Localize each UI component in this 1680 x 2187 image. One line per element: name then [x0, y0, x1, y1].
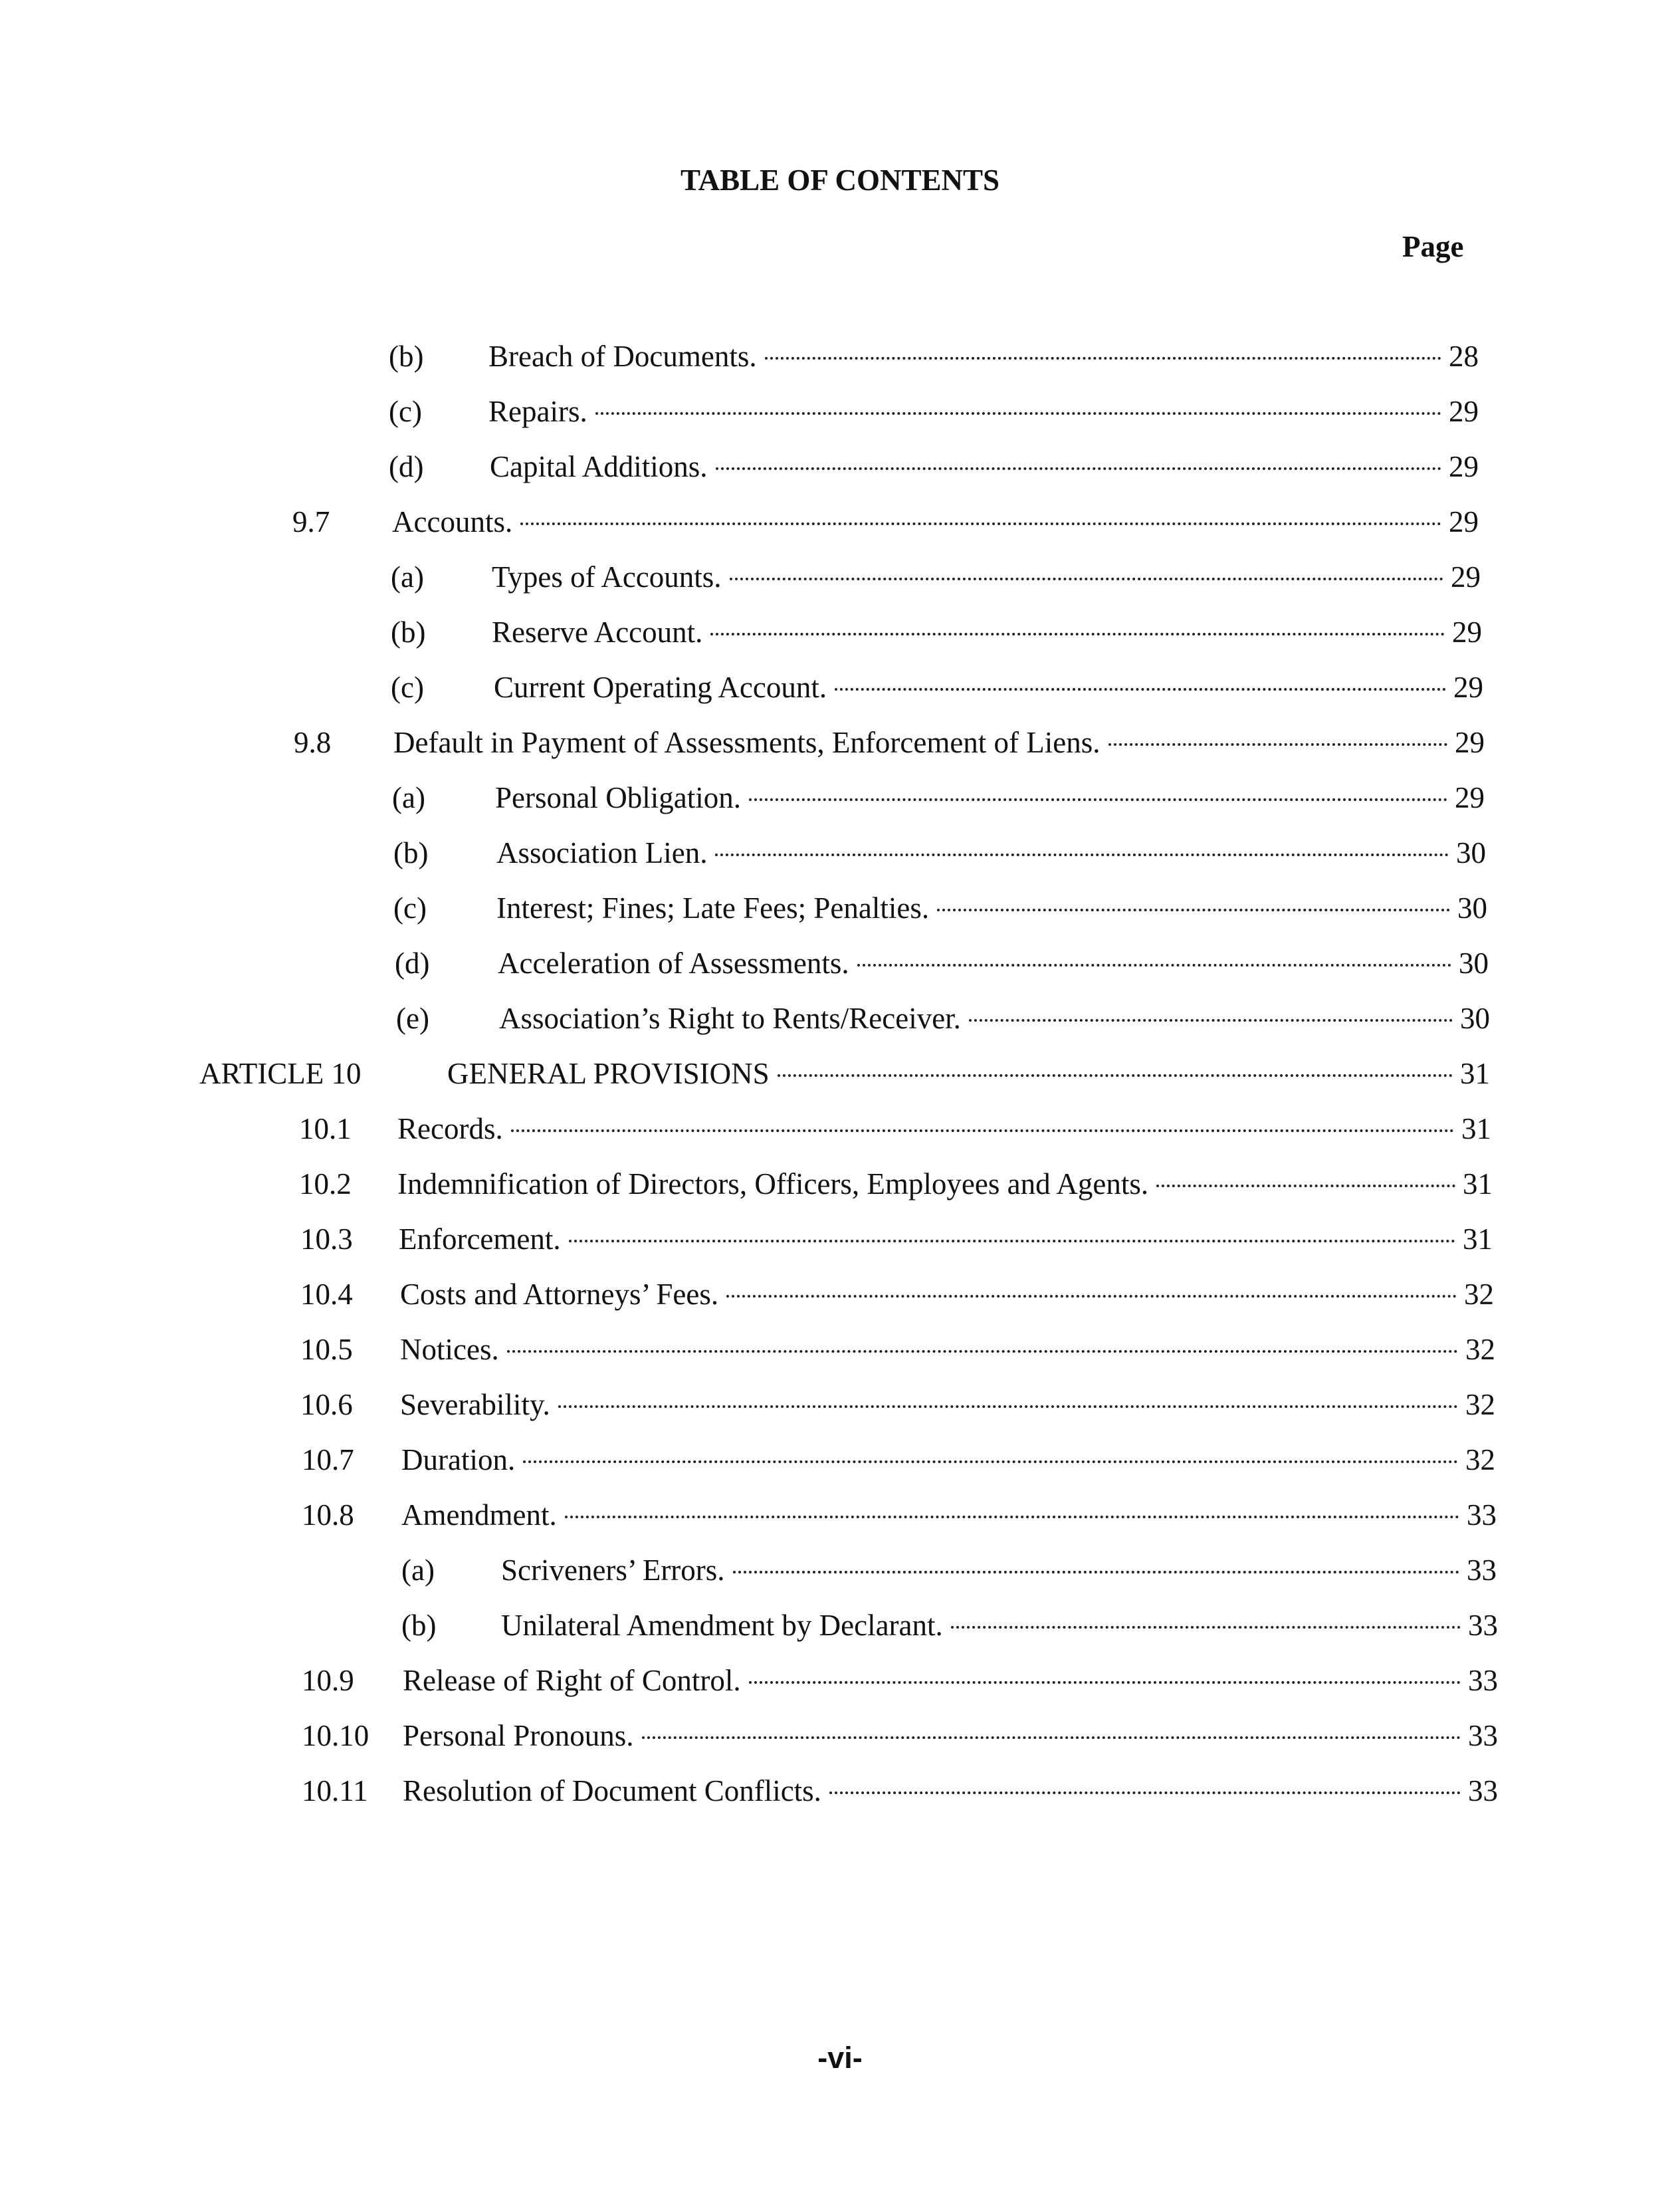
toc-entry-page: 28	[1449, 340, 1479, 373]
toc-entry-title: Costs and Attorneys’ Fees.	[400, 1278, 719, 1311]
toc-entry	[401, 1553, 1497, 1590]
dot-leader	[749, 798, 1447, 801]
toc-entry-page: 29	[1449, 395, 1479, 428]
toc-entry	[393, 891, 1487, 928]
toc-entry-title: Association Lien.	[496, 836, 708, 869]
toc-entry-title: Records.	[397, 1112, 503, 1145]
toc-entry	[300, 1277, 1494, 1314]
toc-entry-title: Unilateral Amendment by Declarant.	[501, 1609, 943, 1642]
dot-leader	[726, 1295, 1457, 1298]
dot-leader	[565, 1516, 1459, 1518]
dot-leader	[829, 1791, 1461, 1794]
toc-entry-title: Release of Right of Control.	[403, 1664, 741, 1697]
toc-entry-page: 32	[1465, 1333, 1495, 1366]
toc-entry-page: 33	[1468, 1609, 1498, 1642]
toc-entry-title: Severability.	[400, 1388, 550, 1421]
toc-entry-page: 33	[1468, 1664, 1498, 1697]
toc-entry-title: Personal Obligation.	[495, 781, 741, 814]
toc-entry-title: GENERAL PROVISIONS	[447, 1057, 770, 1090]
toc-entry-number: 9.8	[294, 726, 332, 759]
toc-entry-title: Personal Pronouns.	[403, 1719, 634, 1752]
dot-leader	[749, 1681, 1461, 1684]
toc-entry-title: Reserve Account.	[492, 616, 703, 649]
toc-entry-title: Repairs.	[488, 395, 587, 428]
toc-entry-page: 31	[1460, 1057, 1490, 1090]
toc-entry-page: 29	[1455, 781, 1485, 814]
dot-leader	[1108, 743, 1447, 746]
toc-entry-page: 33	[1468, 1774, 1498, 1807]
dot-leader	[595, 412, 1441, 415]
toc-entry-page: 29	[1453, 671, 1483, 704]
dot-leader	[730, 578, 1443, 580]
toc-entry	[395, 946, 1489, 983]
dot-leader	[715, 854, 1449, 856]
toc-entry	[396, 1001, 1490, 1038]
toc-entry-number: ARTICLE 10	[199, 1057, 362, 1090]
toc-entry-page: 32	[1465, 1443, 1495, 1476]
dot-leader	[523, 1460, 1458, 1463]
toc-entry-number: 9.7	[292, 505, 330, 538]
toc-entry-page: 32	[1465, 1388, 1495, 1421]
toc-entry	[292, 505, 1479, 542]
dot-leader	[835, 688, 1446, 691]
toc-entry-page: 30	[1459, 947, 1489, 980]
toc-entry	[389, 394, 1479, 431]
toc-entry-title: Scriveners’ Errors.	[501, 1554, 725, 1587]
page-number-footer: -vi-	[817, 2041, 863, 2075]
toc-entry	[302, 1498, 1497, 1535]
toc-entry-title: Association’s Right to Rents/Receiver.	[499, 1002, 961, 1035]
dot-leader	[778, 1074, 1453, 1077]
toc-entry-number: 10.3	[300, 1222, 353, 1256]
toc-entry	[401, 1608, 1498, 1645]
toc-entry-page: 33	[1468, 1719, 1498, 1752]
toc-entry-number: (e)	[396, 1002, 429, 1035]
dot-leader	[733, 1571, 1459, 1573]
toc-entry-page: 32	[1464, 1278, 1494, 1311]
toc-entry	[302, 1442, 1495, 1480]
toc-entry-title: Types of Accounts.	[492, 560, 722, 594]
dot-leader	[969, 1019, 1453, 1022]
toc-entry-title: Notices.	[400, 1333, 499, 1366]
toc-entry-page: 29	[1449, 450, 1479, 483]
toc-entry-page: 31	[1461, 1112, 1491, 1145]
toc-entry	[302, 1774, 1498, 1811]
toc-entry-title: Resolution of Document Conflicts.	[403, 1774, 821, 1807]
toc-entry-title: Amendment.	[401, 1498, 557, 1532]
toc-entry-page: 29	[1449, 505, 1479, 538]
toc-entry-page: 33	[1467, 1554, 1497, 1587]
page-column-heading: Page	[1402, 230, 1464, 263]
dot-leader	[507, 1350, 1458, 1353]
toc-entry-number: (c)	[393, 891, 427, 925]
toc-entry	[300, 1222, 1493, 1259]
toc-entry-number: 10.5	[300, 1333, 353, 1366]
toc-entry-page: 30	[1460, 1002, 1490, 1035]
toc-entry	[392, 780, 1485, 818]
dot-leader	[716, 467, 1441, 470]
toc-entry-title: Breach of Documents.	[488, 340, 757, 373]
toc-entry-title: Indemnification of Directors, Officers, Employees and Agents.	[397, 1167, 1149, 1201]
toc-entry-page: 31	[1463, 1222, 1493, 1256]
toc-entry	[393, 836, 1486, 873]
toc-entry	[299, 1167, 1493, 1204]
toc-entry-page: 31	[1463, 1167, 1493, 1201]
toc-entry	[300, 1332, 1495, 1369]
toc-entry-title: Capital Additions.	[490, 450, 708, 483]
toc-entry-title: Acceleration of Assessments.	[498, 947, 849, 980]
dot-leader	[710, 633, 1445, 635]
toc-entry-page: 29	[1452, 616, 1482, 649]
dot-leader	[937, 909, 1450, 911]
toc-entry-number: (c)	[389, 395, 422, 428]
dot-leader	[642, 1736, 1461, 1739]
toc-entry-title: Interest; Fines; Late Fees; Penalties.	[496, 891, 930, 925]
dot-leader	[951, 1626, 1461, 1629]
toc-entry-number: (a)	[392, 781, 425, 814]
toc-entry	[389, 449, 1479, 487]
toc-entry	[391, 615, 1482, 652]
toc-entry-number: 10.10	[302, 1719, 369, 1752]
toc-entry	[391, 560, 1481, 597]
toc-entry-page: 30	[1457, 891, 1487, 925]
toc-entry-number: 10.7	[302, 1443, 354, 1476]
toc-entry-number: (a)	[401, 1554, 435, 1587]
toc-entry-number: (c)	[391, 671, 424, 704]
toc-entry	[389, 339, 1479, 376]
toc-entry-page: 33	[1467, 1498, 1497, 1532]
toc-entry-page: 30	[1456, 836, 1486, 869]
toc-entry	[302, 1718, 1498, 1756]
dot-leader	[520, 522, 1441, 525]
toc-title: TABLE OF CONTENTS	[680, 164, 1000, 197]
toc-entry-number: 10.6	[300, 1388, 353, 1421]
toc-entry-number: 10.1	[299, 1112, 352, 1145]
toc-entry-number: (a)	[391, 560, 424, 594]
toc-entry	[294, 725, 1485, 762]
toc-entry-title: Default in Payment of Assessments, Enforcement of Liens.	[393, 726, 1101, 759]
toc-entry-number: 10.2	[299, 1167, 352, 1201]
toc-entry-page: 29	[1455, 726, 1485, 759]
dot-leader	[558, 1405, 1458, 1408]
toc-entry-title: Enforcement.	[399, 1222, 561, 1256]
toc-article-entry	[199, 1056, 1490, 1094]
toc-entry-number: 10.8	[302, 1498, 354, 1532]
dot-leader	[511, 1129, 1454, 1132]
toc-entry	[300, 1387, 1495, 1425]
toc-entry-page: 29	[1451, 560, 1481, 594]
dot-leader	[857, 964, 1451, 967]
toc-entry-number: (b)	[391, 616, 426, 649]
toc-entry	[302, 1663, 1498, 1700]
toc-entry	[299, 1111, 1491, 1149]
toc-entry-number: (b)	[393, 836, 429, 869]
dot-leader	[765, 357, 1441, 360]
dot-leader	[569, 1240, 1455, 1242]
toc-entry	[391, 670, 1483, 707]
toc-entry-number: (b)	[401, 1609, 437, 1642]
dot-leader	[1156, 1185, 1455, 1187]
toc-entry-number: 10.9	[302, 1664, 354, 1697]
toc-entry-title: Accounts.	[392, 505, 513, 538]
toc-entry-number: (b)	[389, 340, 424, 373]
toc-entry-number: (d)	[389, 450, 424, 483]
toc-entry-number: 10.4	[300, 1278, 353, 1311]
toc-entry-title: Current Operating Account.	[494, 671, 827, 704]
toc-entry-title: Duration.	[401, 1443, 516, 1476]
toc-entry-number: (d)	[395, 947, 430, 980]
toc-entry-number: 10.11	[302, 1774, 368, 1807]
